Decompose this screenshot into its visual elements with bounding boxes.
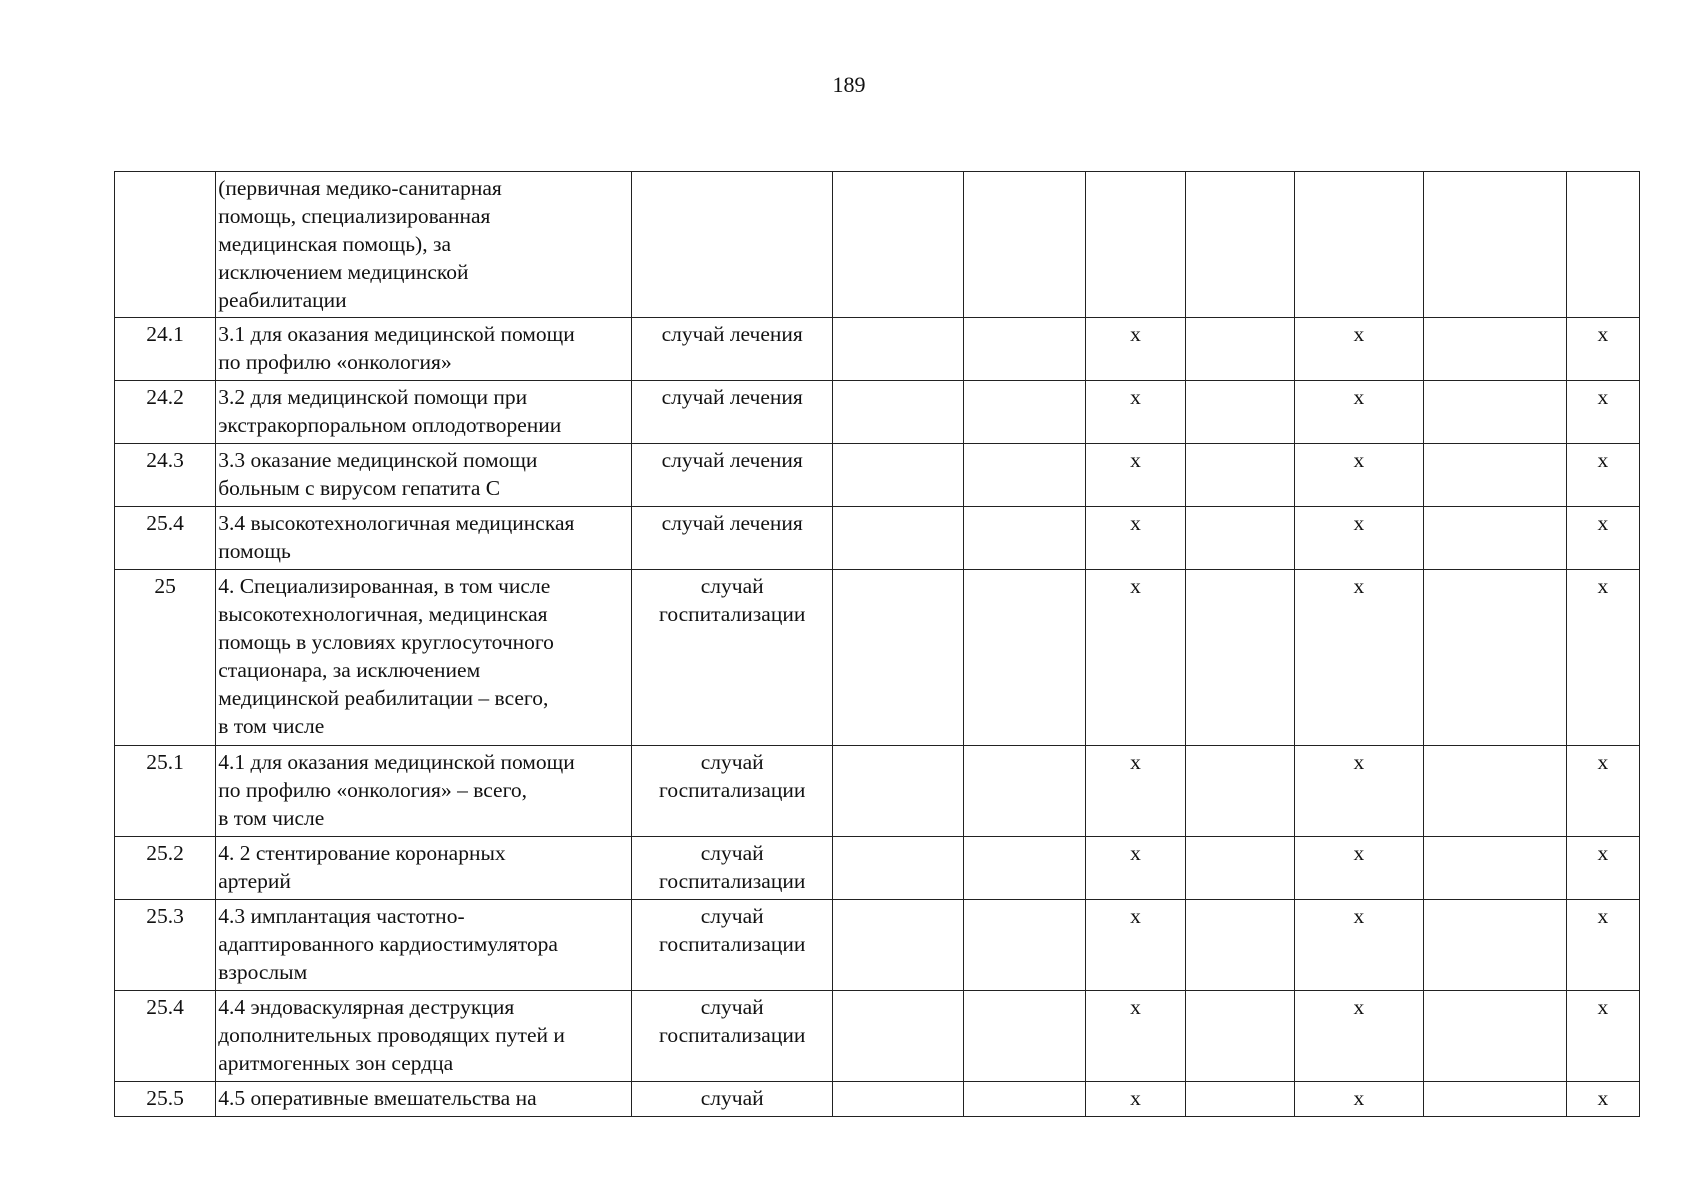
row-unit-cell: случай лечения (632, 381, 833, 444)
row-description-cell: 3.2 для медицинской помощи при экстракорпоральном оплодотворении (216, 381, 632, 444)
row-col9-cell (1423, 900, 1566, 991)
row-unit-cell: случай госпитализации (632, 837, 833, 900)
table-row (115, 381, 1640, 444)
row-col5-cell (963, 1082, 1085, 1117)
table-row (115, 900, 1640, 991)
table-row (115, 318, 1640, 381)
row-col5-cell (963, 172, 1085, 318)
row-description-cell: 4. 2 стентирование коронарных артерий (216, 837, 632, 900)
row-col10-cell: х (1566, 444, 1639, 507)
table-row (115, 746, 1640, 837)
row-unit-cell: случай госпитализации (632, 570, 833, 746)
row-description-cell: 3.3 оказание медицинской помощи больным с вирусом гепатита С (216, 444, 632, 507)
row-unit-cell: случай госпитализации (632, 746, 833, 837)
row-col6-cell: х (1085, 1082, 1185, 1117)
row-col4-cell (833, 837, 963, 900)
row-col4-cell (833, 507, 963, 570)
row-col8-cell: х (1295, 900, 1423, 991)
row-col6-cell: х (1085, 746, 1185, 837)
row-col7-cell (1186, 507, 1295, 570)
row-number-cell: 24.2 (115, 381, 216, 444)
row-col9-cell (1423, 172, 1566, 318)
row-col9-cell (1423, 837, 1566, 900)
row-col10-cell: х (1566, 507, 1639, 570)
row-col6-cell (1085, 172, 1185, 318)
table-body (115, 172, 1640, 1117)
row-col4-cell (833, 318, 963, 381)
row-col6-cell: х (1085, 381, 1185, 444)
row-col9-cell (1423, 991, 1566, 1082)
row-col7-cell (1186, 381, 1295, 444)
row-col10-cell: х (1566, 318, 1639, 381)
row-col8-cell: х (1295, 837, 1423, 900)
row-col8-cell: х (1295, 991, 1423, 1082)
row-col5-cell (963, 991, 1085, 1082)
table-row (115, 172, 1640, 318)
row-col8-cell: х (1295, 507, 1423, 570)
row-number-cell: 25 (115, 570, 216, 746)
row-col4-cell (833, 1082, 963, 1117)
row-description-cell: 4.5 оперативные вмешательства на (216, 1082, 632, 1117)
row-col10-cell: х (1566, 837, 1639, 900)
row-number-cell: 25.4 (115, 991, 216, 1082)
row-col6-cell: х (1085, 507, 1185, 570)
row-col7-cell (1186, 1082, 1295, 1117)
row-col7-cell (1186, 570, 1295, 746)
row-col5-cell (963, 318, 1085, 381)
row-description-cell: 4.4 эндоваскулярная деструкция дополнительных проводящих путей и аритмогенных зон сердца (216, 991, 632, 1082)
row-col9-cell (1423, 746, 1566, 837)
row-col10-cell: х (1566, 381, 1639, 444)
table-row (115, 507, 1640, 570)
row-col4-cell (833, 900, 963, 991)
row-col4-cell (833, 570, 963, 746)
row-col4-cell (833, 381, 963, 444)
table-row (115, 570, 1640, 746)
row-unit-cell: случай госпитализации (632, 900, 833, 991)
row-col10-cell: х (1566, 900, 1639, 991)
row-col8-cell (1295, 172, 1423, 318)
row-col5-cell (963, 900, 1085, 991)
row-description-cell: 3.1 для оказания медицинской помощи по профилю «онкология» (216, 318, 632, 381)
row-col7-cell (1186, 837, 1295, 900)
row-col9-cell (1423, 570, 1566, 746)
row-col10-cell: х (1566, 570, 1639, 746)
row-unit-cell: случай лечения (632, 507, 833, 570)
row-number-cell: 25.2 (115, 837, 216, 900)
row-col7-cell (1186, 318, 1295, 381)
row-col5-cell (963, 837, 1085, 900)
row-col5-cell (963, 444, 1085, 507)
page-number: 189 (832, 72, 866, 97)
row-description-cell: 3.4 высокотехнологичная медицинская помощь (216, 507, 632, 570)
table-row (115, 837, 1640, 900)
table-row (115, 444, 1640, 507)
row-col10-cell (1566, 172, 1639, 318)
row-number-cell: 25.5 (115, 1082, 216, 1117)
row-col4-cell (833, 746, 963, 837)
row-col9-cell (1423, 444, 1566, 507)
row-number-cell: 24.1 (115, 318, 216, 381)
row-col4-cell (833, 444, 963, 507)
row-number-cell (115, 172, 216, 318)
document-table (114, 171, 1640, 1117)
row-col8-cell: х (1295, 381, 1423, 444)
row-description-cell: 4.3 имплантация частотно- адаптированного кардиостимулятора взрослым (216, 900, 632, 991)
row-unit-cell: случай (632, 1082, 833, 1117)
row-col9-cell (1423, 1082, 1566, 1117)
row-col5-cell (963, 746, 1085, 837)
row-number-cell: 25.4 (115, 507, 216, 570)
row-col8-cell: х (1295, 1082, 1423, 1117)
row-description-cell: 4. Специализированная, в том числе высокотехнологичная, медицинская помощь в условиях круглосуточного стационара, за исключением медицинской реабилитации – всего, в том числе (216, 570, 632, 746)
row-col8-cell: х (1295, 570, 1423, 746)
row-col6-cell: х (1085, 444, 1185, 507)
row-col9-cell (1423, 507, 1566, 570)
row-col8-cell: х (1295, 444, 1423, 507)
row-description-cell: 4.1 для оказания медицинской помощи по профилю «онкология» – всего, в том числе (216, 746, 632, 837)
row-number-cell: 24.3 (115, 444, 216, 507)
row-col10-cell: х (1566, 1082, 1639, 1117)
row-col7-cell (1186, 172, 1295, 318)
row-col4-cell (833, 172, 963, 318)
row-col6-cell: х (1085, 837, 1185, 900)
row-col10-cell: х (1566, 746, 1639, 837)
row-col8-cell: х (1295, 318, 1423, 381)
row-col7-cell (1186, 444, 1295, 507)
row-col9-cell (1423, 381, 1566, 444)
row-col6-cell: х (1085, 900, 1185, 991)
row-col6-cell: х (1085, 318, 1185, 381)
row-unit-cell: случай лечения (632, 444, 833, 507)
row-col7-cell (1186, 900, 1295, 991)
row-col10-cell: х (1566, 991, 1639, 1082)
row-col9-cell (1423, 318, 1566, 381)
row-col5-cell (963, 570, 1085, 746)
row-col7-cell (1186, 746, 1295, 837)
row-col5-cell (963, 507, 1085, 570)
row-col5-cell (963, 381, 1085, 444)
row-col4-cell (833, 991, 963, 1082)
row-unit-cell: случай лечения (632, 318, 833, 381)
row-description-cell: (первичная медико-санитарная помощь, специализированная медицинская помощь), за исключением медицинской реабилитации (216, 172, 632, 318)
table-row (115, 991, 1640, 1082)
row-number-cell: 25.1 (115, 746, 216, 837)
row-col7-cell (1186, 991, 1295, 1082)
row-unit-cell: случай госпитализации (632, 991, 833, 1082)
row-col8-cell: х (1295, 746, 1423, 837)
row-col6-cell: х (1085, 991, 1185, 1082)
row-unit-cell (632, 172, 833, 318)
row-col6-cell: х (1085, 570, 1185, 746)
table-row (115, 1082, 1640, 1117)
row-number-cell: 25.3 (115, 900, 216, 991)
